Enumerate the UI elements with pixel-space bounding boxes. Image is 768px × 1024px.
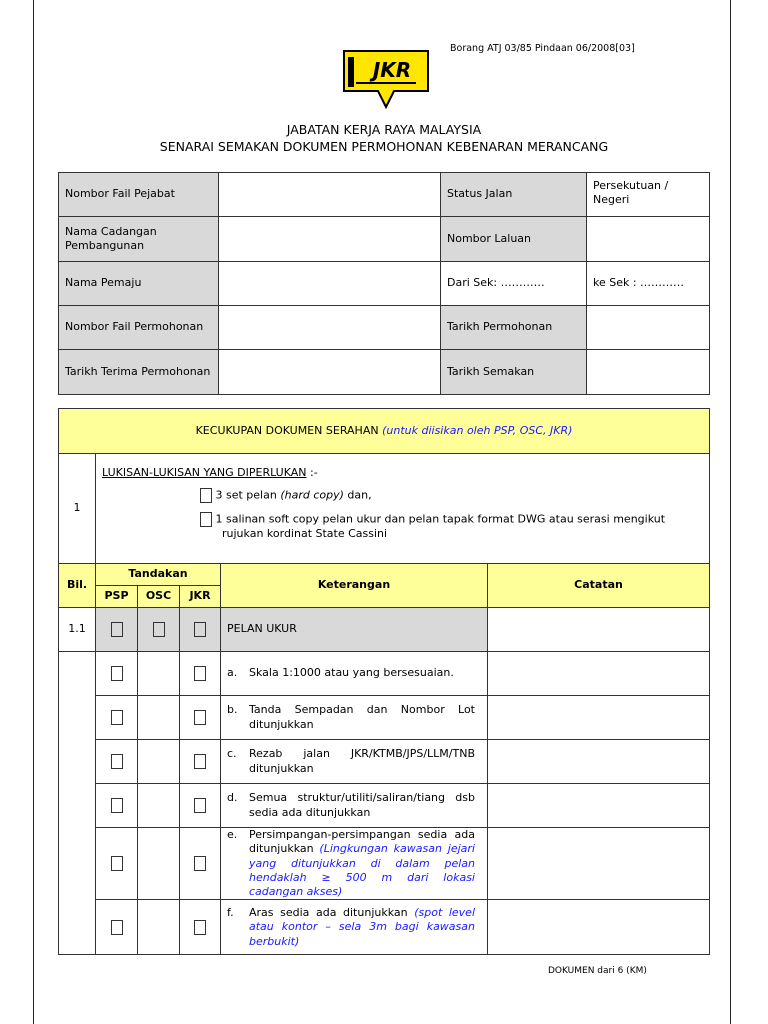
page-title-line2: SENARAI SEMAKAN DOKUMEN PERMOHONAN KEBENARAN MERANCANG: [159, 139, 609, 154]
item-a-jkr-cell: [180, 652, 221, 696]
item-c-psp-checkbox[interactable]: [111, 754, 123, 769]
field-nombor-laluan[interactable]: [587, 217, 710, 262]
item-a-psp-cell: [96, 652, 138, 696]
option-hard-copy: [200, 488, 703, 503]
lukisan-heading: [102, 466, 703, 480]
item-c-catatan[interactable]: [488, 740, 710, 784]
item-a-keterangan: [221, 652, 488, 696]
item-c-psp-cell: [96, 740, 138, 784]
item-b-psp-cell: [96, 696, 138, 740]
item-d-catatan[interactable]: [488, 784, 710, 828]
item-a-osc-cell: [138, 652, 180, 696]
col-header-jkr: JKR: [180, 586, 221, 608]
col-header-bil: Bil.: [59, 564, 96, 608]
item-a-letter: a.: [227, 666, 238, 680]
item-e-jkr-cell: [180, 828, 221, 900]
item-c-osc-cell: [138, 740, 180, 784]
item-b-jkr-checkbox[interactable]: [194, 710, 206, 725]
item-d-psp-cell: [96, 784, 138, 828]
section-heading-note: (untuk diisikan oleh PSP, OSC, JKR): [382, 423, 573, 437]
item-1-1-catatan[interactable]: [488, 608, 710, 652]
item-a-psp-checkbox[interactable]: [111, 666, 123, 681]
item-f-jkr-cell: [180, 900, 221, 955]
field-tarikh-permohonan[interactable]: [587, 306, 710, 350]
checklist-table: [58, 408, 710, 955]
field-tarikh-semakan[interactable]: [587, 350, 710, 395]
item-e-text: Persimpangan-persimpangan sedia ada ditunjukkan: [249, 828, 475, 856]
item-1-1-psp-checkbox[interactable]: [111, 622, 123, 637]
label-nombor-fail-pejabat: Nombor Fail Pejabat: [59, 173, 219, 217]
item-e-psp-cell: [96, 828, 138, 900]
item-1-1-psp-cell: [96, 608, 138, 652]
field-nama-pemaju[interactable]: [219, 262, 441, 306]
item-d-psp-checkbox[interactable]: [111, 798, 123, 813]
col-header-catatan: Catatan: [488, 564, 710, 608]
item-d-letter: d.: [227, 791, 238, 805]
item-d-osc-cell: [138, 784, 180, 828]
item-f-note: (spot level atau kontor – sela 3m bagi kawasan berbukit): [249, 906, 475, 948]
svg-text:JKR: JKR: [372, 58, 412, 82]
row-1-number: 1: [59, 454, 96, 564]
item-e-body: [249, 828, 475, 899]
item-a-catatan[interactable]: [488, 652, 710, 696]
label-nombor-laluan: Nombor Laluan: [441, 217, 587, 262]
value-status-jalan: Persekutuan / Negeri: [587, 173, 710, 217]
label-tarikh-semakan: Tarikh Semakan: [441, 350, 587, 395]
hard-copy-text: 3 set pelan: [215, 488, 277, 502]
option-soft-copy: [200, 512, 703, 541]
hard-copy-italic: (hard copy): [280, 488, 344, 502]
item-e-note: (Lingkungan kawasan jejari yang ditunjukkan di dalam pelan hendaklah ≥ 500 m dari lokasi cadangan akses): [249, 842, 475, 899]
page-title-line1: JABATAN KERJA RAYA MALAYSIA: [286, 122, 482, 137]
item-c-jkr-cell: [180, 740, 221, 784]
item-e-osc-cell: [138, 828, 180, 900]
col-header-tandakan: Tandakan: [96, 564, 221, 586]
item-b-osc-cell: [138, 696, 180, 740]
lukisan-suffix: :-: [310, 466, 318, 479]
field-nombor-fail-pejabat[interactable]: [219, 173, 441, 217]
field-nama-cadangan[interactable]: [219, 217, 441, 262]
item-f-keterangan: [221, 900, 488, 955]
item-1-1-number: 1.1: [59, 608, 96, 652]
item-e-psp-checkbox[interactable]: [111, 856, 123, 871]
item-b-keterangan: [221, 696, 488, 740]
item-f-osc-cell: [138, 900, 180, 955]
item-1-1-osc-checkbox[interactable]: [153, 622, 165, 637]
section-heading: [59, 409, 710, 454]
label-nama-pemaju: Nama Pemaju: [59, 262, 219, 306]
label-status-jalan: Status Jalan: [441, 173, 587, 217]
item-f-text: Aras sedia ada ditunjukkan: [249, 906, 408, 920]
item-b-catatan[interactable]: [488, 696, 710, 740]
item-b-letter: b.: [227, 703, 238, 717]
field-ke-sek[interactable]: ke Sek : …………: [587, 262, 710, 306]
item-1-1-label: PELAN UKUR: [221, 608, 488, 652]
col-header-osc: OSC: [138, 586, 180, 608]
label-tarikh-terima: Tarikh Terima Permohonan: [59, 350, 219, 395]
item-d-keterangan: [221, 784, 488, 828]
item-e-letter: e.: [227, 828, 238, 841]
item-1-1-jkr-cell: [180, 608, 221, 652]
soft-copy-text: 1 salinan soft copy pelan ukur dan pelan tapak format DWG atau serasi mengikut: [215, 512, 666, 526]
footer-page-info: DOKUMEN dari 6 (KM): [548, 966, 647, 976]
item-b-jkr-cell: [180, 696, 221, 740]
field-tarikh-terima[interactable]: [219, 350, 441, 395]
item-a-text: Skala 1:1000 atau yang bersesuaian.: [249, 666, 454, 680]
soft-copy-checkbox[interactable]: [200, 512, 212, 527]
item-f-psp-checkbox[interactable]: [111, 920, 123, 935]
item-e-jkr-checkbox[interactable]: [194, 856, 206, 871]
item-a-jkr-checkbox[interactable]: [194, 666, 206, 681]
form-reference: Borang ATJ 03/85 Pindaan 06/2008[03]: [450, 43, 635, 54]
field-dari-sek[interactable]: Dari Sek: …………: [441, 262, 587, 306]
item-f-catatan[interactable]: [488, 900, 710, 955]
lukisan-cell: [96, 454, 710, 564]
section-heading-text: KECUKUPAN DOKUMEN SERAHAN: [195, 423, 379, 437]
item-c-letter: c.: [227, 747, 237, 761]
field-nombor-fail-permohonan[interactable]: [219, 306, 441, 350]
item-b-psp-checkbox[interactable]: [111, 710, 123, 725]
item-c-text: Rezab jalan JKR/KTMB/JPS/LLM/TNB ditunjukkan: [249, 747, 475, 775]
item-c-jkr-checkbox[interactable]: [194, 754, 206, 769]
label-nombor-fail-permohonan: Nombor Fail Permohonan: [59, 306, 219, 350]
info-table: [58, 172, 710, 395]
item-d-text: Semua struktur/utiliti/saliran/tiang dsb sedia ada ditunjukkan: [249, 791, 475, 819]
item-d-jkr-cell: [180, 784, 221, 828]
item-e-catatan[interactable]: [488, 828, 710, 900]
jkr-logo: [336, 47, 436, 111]
item-c-keterangan: [221, 740, 488, 784]
lukisan-title: LUKISAN-LUKISAN YANG DIPERLUKAN: [102, 466, 307, 479]
item-f-psp-cell: [96, 900, 138, 955]
col-header-keterangan: Keterangan: [221, 564, 488, 608]
hard-copy-checkbox[interactable]: [200, 488, 212, 503]
label-nama-cadangan: Nama Cadangan Pembangunan: [59, 217, 219, 262]
item-e-keterangan: [221, 828, 488, 900]
item-1-1-osc-cell: [138, 608, 180, 652]
col-header-psp: PSP: [96, 586, 138, 608]
item-d-jkr-checkbox[interactable]: [194, 798, 206, 813]
hard-copy-tail: dan,: [347, 488, 372, 502]
item-f-jkr-checkbox[interactable]: [194, 920, 206, 935]
item-b-text: Tanda Sempadan dan Nombor Lot ditunjukkan: [249, 703, 475, 731]
items-bil-cell: [59, 652, 96, 955]
item-1-1-jkr-checkbox[interactable]: [194, 622, 206, 637]
item-f-body: [249, 906, 475, 949]
item-f-letter: f.: [227, 906, 234, 920]
label-tarikh-permohonan: Tarikh Permohonan: [441, 306, 587, 350]
soft-copy-text-line2: rujukan kordinat State Cassini: [222, 527, 388, 541]
